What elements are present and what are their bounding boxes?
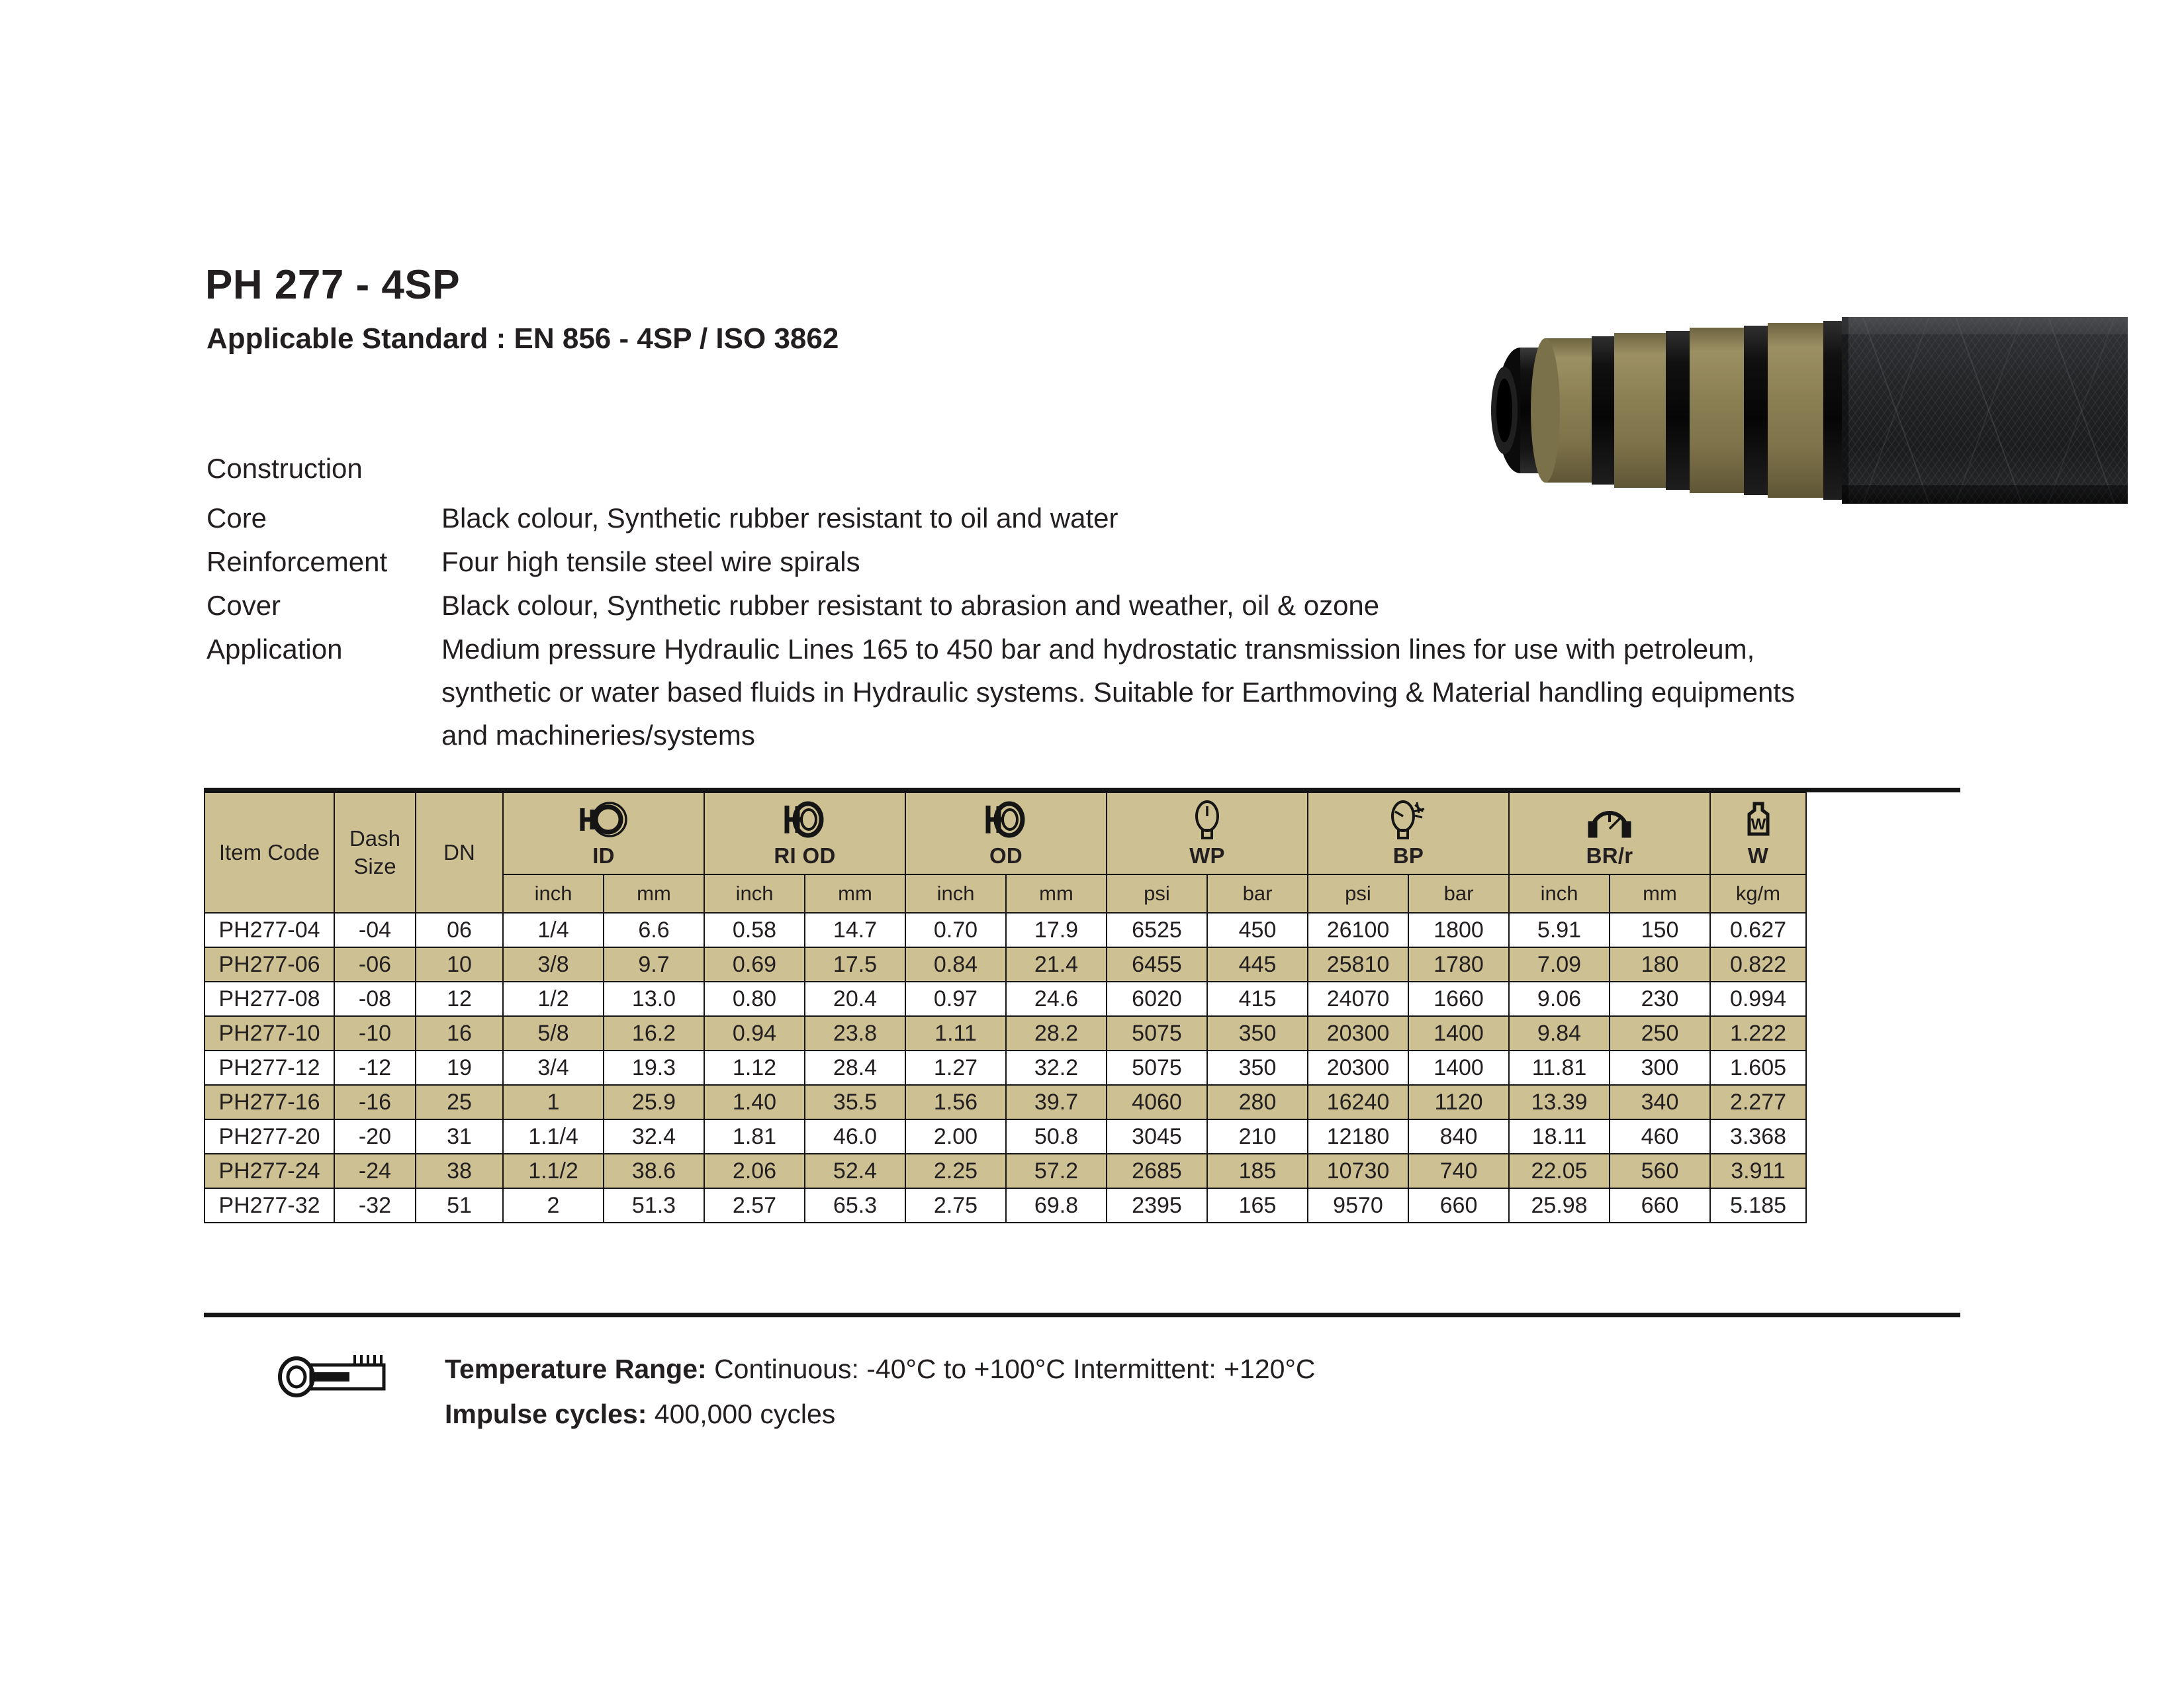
cell-br-inch: 11.81 bbox=[1509, 1051, 1610, 1085]
cell-od-mm: 57.2 bbox=[1006, 1154, 1107, 1188]
application-line-3: and machineries/systems bbox=[441, 720, 755, 751]
hose-cutaway-illustration bbox=[1466, 314, 2128, 506]
cell-riod-inch: 0.80 bbox=[704, 982, 805, 1016]
cell-bp-bar: 1780 bbox=[1408, 947, 1509, 982]
unit-br-mm: mm bbox=[1610, 874, 1710, 913]
cell-id-mm: 32.4 bbox=[604, 1119, 704, 1154]
table-row bbox=[205, 1051, 1806, 1085]
cell-br-inch: 5.91 bbox=[1509, 913, 1610, 947]
cell-id-inch: 2 bbox=[503, 1188, 604, 1223]
unit-wp-psi: psi bbox=[1107, 874, 1207, 913]
cell-riod-mm: 14.7 bbox=[805, 913, 905, 947]
cell-riod-mm: 28.4 bbox=[805, 1051, 905, 1085]
cell-weight: 0.627 bbox=[1710, 913, 1806, 947]
table-row bbox=[205, 982, 1806, 1016]
table-header bbox=[205, 792, 1806, 913]
cell-bp-bar: 1400 bbox=[1408, 1051, 1509, 1085]
cell-br-mm: 300 bbox=[1610, 1051, 1710, 1085]
cell-bp-bar: 1120 bbox=[1408, 1085, 1509, 1119]
table-row bbox=[205, 913, 1806, 947]
burst-gauge-icon bbox=[1308, 800, 1508, 841]
hose-od-icon bbox=[906, 800, 1106, 841]
cell-bp-bar: 660 bbox=[1408, 1188, 1509, 1223]
cell-riod-mm: 65.3 bbox=[805, 1188, 905, 1223]
thermometer-icon bbox=[277, 1347, 396, 1403]
cell-weight: 2.277 bbox=[1710, 1085, 1806, 1119]
cell-item-code: PH277-10 bbox=[205, 1016, 334, 1051]
column-header-od-label: OD bbox=[989, 843, 1023, 868]
cell-item-code: PH277-12 bbox=[205, 1051, 334, 1085]
dash-size-line1: Dash bbox=[349, 826, 401, 851]
bend-radius-icon bbox=[1510, 800, 1709, 841]
cell-wp-bar: 165 bbox=[1207, 1188, 1308, 1223]
construction-value-application bbox=[441, 628, 1960, 757]
cell-od-inch: 2.25 bbox=[905, 1154, 1006, 1188]
cell-bp-psi: 20300 bbox=[1308, 1016, 1408, 1051]
weight-icon bbox=[1711, 800, 1805, 841]
cell-dn: 12 bbox=[416, 982, 503, 1016]
column-header-item-code: Item Code bbox=[205, 792, 334, 913]
cell-riod-inch: 1.81 bbox=[704, 1119, 805, 1154]
construction-list bbox=[206, 496, 1960, 757]
cell-br-mm: 150 bbox=[1610, 913, 1710, 947]
cell-bp-bar: 1800 bbox=[1408, 913, 1509, 947]
cell-weight: 3.911 bbox=[1710, 1154, 1806, 1188]
cell-wp-bar: 415 bbox=[1207, 982, 1308, 1016]
table-row bbox=[205, 1154, 1806, 1188]
column-header-id-label: ID bbox=[592, 843, 615, 868]
cell-od-mm: 17.9 bbox=[1006, 913, 1107, 947]
page-title: PH 277 - 4SP bbox=[205, 262, 461, 308]
cell-od-mm: 32.2 bbox=[1006, 1051, 1107, 1085]
column-header-dn: DN bbox=[416, 792, 503, 913]
cell-id-mm: 38.6 bbox=[604, 1154, 704, 1188]
cell-wp-bar: 185 bbox=[1207, 1154, 1308, 1188]
cell-bp-bar: 1660 bbox=[1408, 982, 1509, 1016]
temperature-range-label: Temperature Range: bbox=[445, 1354, 707, 1384]
applicable-standard: Applicable Standard : EN 856 - 4SP / ISO 3862 bbox=[206, 322, 839, 355]
cell-wp-psi: 2685 bbox=[1107, 1154, 1207, 1188]
cell-id-mm: 9.7 bbox=[604, 947, 704, 982]
cell-dn: 10 bbox=[416, 947, 503, 982]
cell-id-inch: 1/2 bbox=[503, 982, 604, 1016]
impulse-cycles-value: 400,000 cycles bbox=[647, 1399, 836, 1429]
cell-wp-bar: 445 bbox=[1207, 947, 1308, 982]
cell-id-mm: 25.9 bbox=[604, 1085, 704, 1119]
cell-item-code: PH277-16 bbox=[205, 1085, 334, 1119]
cell-id-mm: 51.3 bbox=[604, 1188, 704, 1223]
cell-wp-psi: 6525 bbox=[1107, 913, 1207, 947]
cell-br-mm: 250 bbox=[1610, 1016, 1710, 1051]
cell-br-inch: 18.11 bbox=[1509, 1119, 1610, 1154]
footer-notes bbox=[445, 1346, 1315, 1436]
cell-wp-bar: 210 bbox=[1207, 1119, 1308, 1154]
cell-id-mm: 19.3 bbox=[604, 1051, 704, 1085]
cell-weight: 0.994 bbox=[1710, 982, 1806, 1016]
cell-dash-size: -32 bbox=[334, 1188, 416, 1223]
construction-heading: Construction bbox=[206, 453, 363, 484]
svg-text:W: W bbox=[1751, 816, 1766, 833]
column-header-wp bbox=[1107, 792, 1308, 874]
cell-bp-psi: 16240 bbox=[1308, 1085, 1408, 1119]
cell-br-mm: 660 bbox=[1610, 1188, 1710, 1223]
table-row bbox=[205, 947, 1806, 982]
cell-riod-inch: 2.06 bbox=[704, 1154, 805, 1188]
cell-od-inch: 2.75 bbox=[905, 1188, 1006, 1223]
cell-riod-inch: 0.94 bbox=[704, 1016, 805, 1051]
cell-dash-size: -24 bbox=[334, 1154, 416, 1188]
cell-br-inch: 22.05 bbox=[1509, 1154, 1610, 1188]
table-row bbox=[205, 1119, 1806, 1154]
cell-od-inch: 0.70 bbox=[905, 913, 1006, 947]
cell-wp-psi: 2395 bbox=[1107, 1188, 1207, 1223]
cell-wp-bar: 450 bbox=[1207, 913, 1308, 947]
construction-row-reinforcement bbox=[206, 540, 1960, 583]
cell-weight: 3.368 bbox=[1710, 1119, 1806, 1154]
cell-riod-mm: 52.4 bbox=[805, 1154, 905, 1188]
cell-br-mm: 460 bbox=[1610, 1119, 1710, 1154]
cell-id-inch: 3/4 bbox=[503, 1051, 604, 1085]
column-header-id bbox=[503, 792, 704, 874]
cell-od-mm: 39.7 bbox=[1006, 1085, 1107, 1119]
table-row bbox=[205, 1016, 1806, 1051]
unit-id-inch: inch bbox=[503, 874, 604, 913]
cell-weight: 0.822 bbox=[1710, 947, 1806, 982]
cell-br-inch: 25.98 bbox=[1509, 1188, 1610, 1223]
cell-wp-psi: 5075 bbox=[1107, 1016, 1207, 1051]
cell-id-inch: 1 bbox=[503, 1085, 604, 1119]
cell-dn: 38 bbox=[416, 1154, 503, 1188]
cell-wp-psi: 6020 bbox=[1107, 982, 1207, 1016]
construction-label-reinforcement: Reinforcement bbox=[206, 546, 388, 577]
cell-wp-bar: 350 bbox=[1207, 1051, 1308, 1085]
cell-riod-mm: 35.5 bbox=[805, 1085, 905, 1119]
cell-dash-size: -12 bbox=[334, 1051, 416, 1085]
cell-dash-size: -08 bbox=[334, 982, 416, 1016]
cell-bp-psi: 26100 bbox=[1308, 913, 1408, 947]
construction-value-reinforcement: Four high tensile steel wire spirals bbox=[441, 546, 860, 577]
cell-br-mm: 180 bbox=[1610, 947, 1710, 982]
cell-item-code: PH277-24 bbox=[205, 1154, 334, 1188]
cell-wp-psi: 6455 bbox=[1107, 947, 1207, 982]
unit-riod-mm: mm bbox=[805, 874, 905, 913]
cell-dash-size: -20 bbox=[334, 1119, 416, 1154]
cell-item-code: PH277-06 bbox=[205, 947, 334, 982]
cell-weight: 1.605 bbox=[1710, 1051, 1806, 1085]
cell-id-inch: 5/8 bbox=[503, 1016, 604, 1051]
cell-od-mm: 24.6 bbox=[1006, 982, 1107, 1016]
cell-dn: 06 bbox=[416, 913, 503, 947]
cell-bp-psi: 20300 bbox=[1308, 1051, 1408, 1085]
cell-dash-size: -10 bbox=[334, 1016, 416, 1051]
cell-od-inch: 1.11 bbox=[905, 1016, 1006, 1051]
application-line-1: Medium pressure Hydraulic Lines 165 to 450 bar and hydrostatic transmission lines for use with petroleum, bbox=[441, 633, 1755, 665]
column-header-bp-label: BP bbox=[1392, 843, 1424, 868]
cell-od-inch: 1.27 bbox=[905, 1051, 1006, 1085]
cell-dn: 31 bbox=[416, 1119, 503, 1154]
column-header-br bbox=[1509, 792, 1710, 874]
cell-weight: 5.185 bbox=[1710, 1188, 1806, 1223]
cell-bp-psi: 25810 bbox=[1308, 947, 1408, 982]
cell-riod-inch: 1.12 bbox=[704, 1051, 805, 1085]
construction-row-application bbox=[206, 628, 1960, 757]
cell-id-inch: 3/8 bbox=[503, 947, 604, 982]
application-line-2: synthetic or water based fluids in Hydraulic systems. Suitable for Earthmoving & Material handling equipments bbox=[441, 677, 1795, 708]
specification-table bbox=[204, 792, 1807, 1223]
cell-br-inch: 13.39 bbox=[1509, 1085, 1610, 1119]
unit-bp-psi: psi bbox=[1308, 874, 1408, 913]
table-row bbox=[205, 1188, 1806, 1223]
cell-dn: 51 bbox=[416, 1188, 503, 1223]
column-header-ri-od-label: RI OD bbox=[774, 843, 836, 868]
cell-br-mm: 230 bbox=[1610, 982, 1710, 1016]
column-header-weight-label: W bbox=[1747, 843, 1769, 868]
cell-bp-bar: 840 bbox=[1408, 1119, 1509, 1154]
cell-bp-psi: 9570 bbox=[1308, 1188, 1408, 1223]
cell-riod-inch: 0.58 bbox=[704, 913, 805, 947]
column-header-od bbox=[905, 792, 1107, 874]
cell-riod-mm: 20.4 bbox=[805, 982, 905, 1016]
cell-od-inch: 2.00 bbox=[905, 1119, 1006, 1154]
cell-riod-inch: 1.40 bbox=[704, 1085, 805, 1119]
column-header-ri-od bbox=[704, 792, 905, 874]
column-header-br-label: BR/r bbox=[1586, 843, 1633, 868]
cell-br-inch: 9.06 bbox=[1509, 982, 1610, 1016]
construction-row-core bbox=[206, 496, 1960, 539]
cell-dash-size: -16 bbox=[334, 1085, 416, 1119]
cell-riod-mm: 46.0 bbox=[805, 1119, 905, 1154]
cell-id-inch: 1.1/2 bbox=[503, 1154, 604, 1188]
column-header-weight bbox=[1710, 792, 1806, 874]
cell-item-code: PH277-32 bbox=[205, 1188, 334, 1223]
unit-br-inch: inch bbox=[1509, 874, 1610, 913]
unit-id-mm: mm bbox=[604, 874, 704, 913]
cell-riod-mm: 23.8 bbox=[805, 1016, 905, 1051]
cell-od-inch: 0.84 bbox=[905, 947, 1006, 982]
hose-id-icon bbox=[504, 800, 704, 841]
hose-riod-icon bbox=[705, 800, 905, 841]
cell-bp-psi: 12180 bbox=[1308, 1119, 1408, 1154]
construction-value-cover: Black colour, Synthetic rubber resistant to abrasion and weather, oil & ozone bbox=[441, 590, 1380, 621]
construction-label-cover: Cover bbox=[206, 590, 281, 621]
column-header-wp-label: WP bbox=[1189, 843, 1225, 868]
unit-bp-bar: bar bbox=[1408, 874, 1509, 913]
cell-dn: 16 bbox=[416, 1016, 503, 1051]
cell-riod-mm: 17.5 bbox=[805, 947, 905, 982]
cell-item-code: PH277-20 bbox=[205, 1119, 334, 1154]
cell-br-mm: 560 bbox=[1610, 1154, 1710, 1188]
cell-id-mm: 16.2 bbox=[604, 1016, 704, 1051]
unit-weight: kg/m bbox=[1710, 874, 1806, 913]
dash-size-line2: Size bbox=[353, 854, 396, 878]
cell-dn: 19 bbox=[416, 1051, 503, 1085]
cell-od-mm: 69.8 bbox=[1006, 1188, 1107, 1223]
cell-riod-inch: 0.69 bbox=[704, 947, 805, 982]
cell-od-mm: 28.2 bbox=[1006, 1016, 1107, 1051]
cell-bp-psi: 10730 bbox=[1308, 1154, 1408, 1188]
cell-id-inch: 1/4 bbox=[503, 913, 604, 947]
cell-wp-psi: 4060 bbox=[1107, 1085, 1207, 1119]
table-header-groups bbox=[205, 792, 1806, 874]
table-body bbox=[205, 913, 1806, 1223]
cell-br-inch: 7.09 bbox=[1509, 947, 1610, 982]
construction-row-cover bbox=[206, 584, 1960, 627]
column-header-dash-size bbox=[334, 792, 416, 913]
temperature-range-value: Continuous: -40°C to +100°C Intermittent: +120°C bbox=[706, 1354, 1316, 1384]
cell-riod-inch: 2.57 bbox=[704, 1188, 805, 1223]
cell-wp-bar: 350 bbox=[1207, 1016, 1308, 1051]
cell-weight: 1.222 bbox=[1710, 1016, 1806, 1051]
pressure-gauge-icon bbox=[1107, 800, 1307, 841]
cell-dash-size: -04 bbox=[334, 913, 416, 947]
cell-wp-psi: 3045 bbox=[1107, 1119, 1207, 1154]
cell-item-code: PH277-08 bbox=[205, 982, 334, 1016]
unit-od-inch: inch bbox=[905, 874, 1006, 913]
cell-id-mm: 6.6 bbox=[604, 913, 704, 947]
table-bottom-rule bbox=[204, 1313, 1960, 1317]
cell-od-mm: 21.4 bbox=[1006, 947, 1107, 982]
cell-wp-bar: 280 bbox=[1207, 1085, 1308, 1119]
hose-product-image bbox=[1466, 314, 2128, 506]
cell-od-mm: 50.8 bbox=[1006, 1119, 1107, 1154]
cell-dash-size: -06 bbox=[334, 947, 416, 982]
construction-label-core: Core bbox=[206, 502, 267, 534]
impulse-cycles-label: Impulse cycles: bbox=[445, 1399, 647, 1429]
cell-br-inch: 9.84 bbox=[1509, 1016, 1610, 1051]
construction-label-application: Application bbox=[206, 633, 343, 665]
unit-riod-inch: inch bbox=[704, 874, 805, 913]
column-header-bp bbox=[1308, 792, 1509, 874]
unit-od-mm: mm bbox=[1006, 874, 1107, 913]
cell-bp-bar: 740 bbox=[1408, 1154, 1509, 1188]
impulse-cycles-line bbox=[445, 1391, 1315, 1436]
cell-dn: 25 bbox=[416, 1085, 503, 1119]
cell-od-inch: 0.97 bbox=[905, 982, 1006, 1016]
cell-id-inch: 1.1/4 bbox=[503, 1119, 604, 1154]
cell-id-mm: 13.0 bbox=[604, 982, 704, 1016]
table-row bbox=[205, 1085, 1806, 1119]
cell-wp-psi: 5075 bbox=[1107, 1051, 1207, 1085]
cell-bp-psi: 24070 bbox=[1308, 982, 1408, 1016]
construction-value-core: Black colour, Synthetic rubber resistant to oil and water bbox=[441, 502, 1118, 534]
cell-od-inch: 1.56 bbox=[905, 1085, 1006, 1119]
temperature-range-line bbox=[445, 1354, 1315, 1384]
unit-wp-bar: bar bbox=[1207, 874, 1308, 913]
cell-item-code: PH277-04 bbox=[205, 913, 334, 947]
cell-br-mm: 340 bbox=[1610, 1085, 1710, 1119]
cell-bp-bar: 1400 bbox=[1408, 1016, 1509, 1051]
